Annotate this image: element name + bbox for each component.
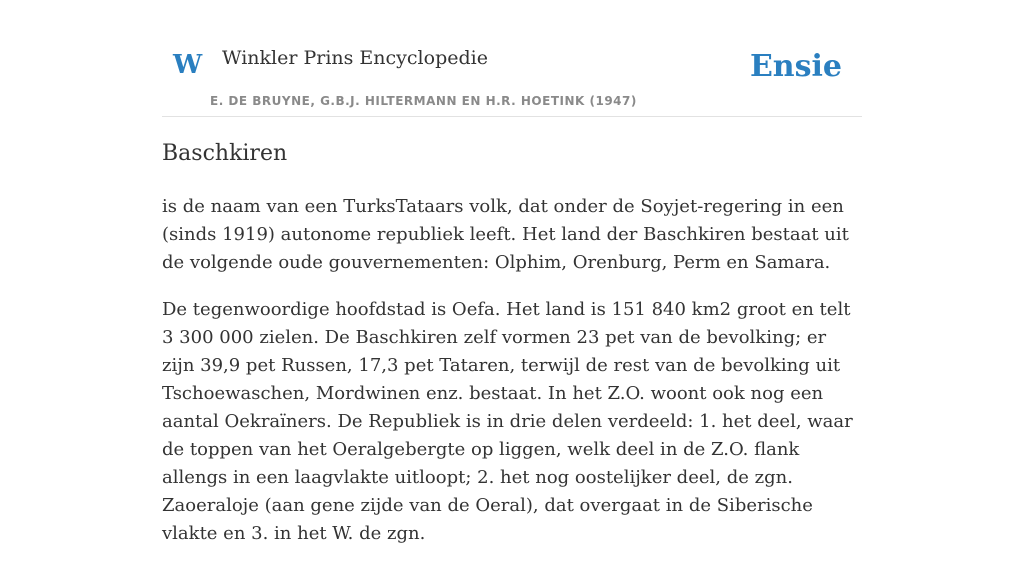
winkler-prins-logo[interactable]: W (173, 50, 203, 80)
header (162, 0, 862, 117)
authors-line: E. DE BRUYNE, G.B.J. HILTERMANN EN H.R. HOETINK (1947) (210, 94, 637, 108)
site-title[interactable]: Winkler Prins Encyclopedie (222, 47, 488, 69)
article-paragraph-2: De tegenwoordige hoofdstad is Oefa. Het land is 151 840 km2 groot en telt 3 300 000 zielen. De Baschkiren zelf vormen 23 pet van de bevolking; er zijn 39,9 pet Russen, 17,3 pet Tataren, terwijl de rest van de bevolking uit Tschoewaschen, Mordwinen enz. bestaat. In het Z.O. woont ook nog een aantal Oekraïners. De Republiek is in drie delen verdeeld: 1. het deel, waar de toppen van het Oeralgebergte op liggen, welk deel in de Z.O. flank allengs in een laagvlakte uitloopt; 2. het nog oostelijker deel, de zgn. Zaoeraloje (aan gene zijde van de Oeral), dat overgaat in de Siberische vlakte en 3. in het W. de zgn. (162, 298, 853, 544)
ensie-brand-logo[interactable]: Ensie (749, 49, 842, 84)
article-title: Baschkiren (162, 141, 288, 166)
article (162, 140, 862, 567)
article-paragraph-1: is de naam van een TurksTataars volk, dat onder de Soyjet-regering in een (sinds 1919) autonome republiek leeft. Het land der Baschkiren bestaat uit de volgende oude gouvernementen: Olphim, Orenburg, Perm en Samara. (162, 195, 849, 273)
